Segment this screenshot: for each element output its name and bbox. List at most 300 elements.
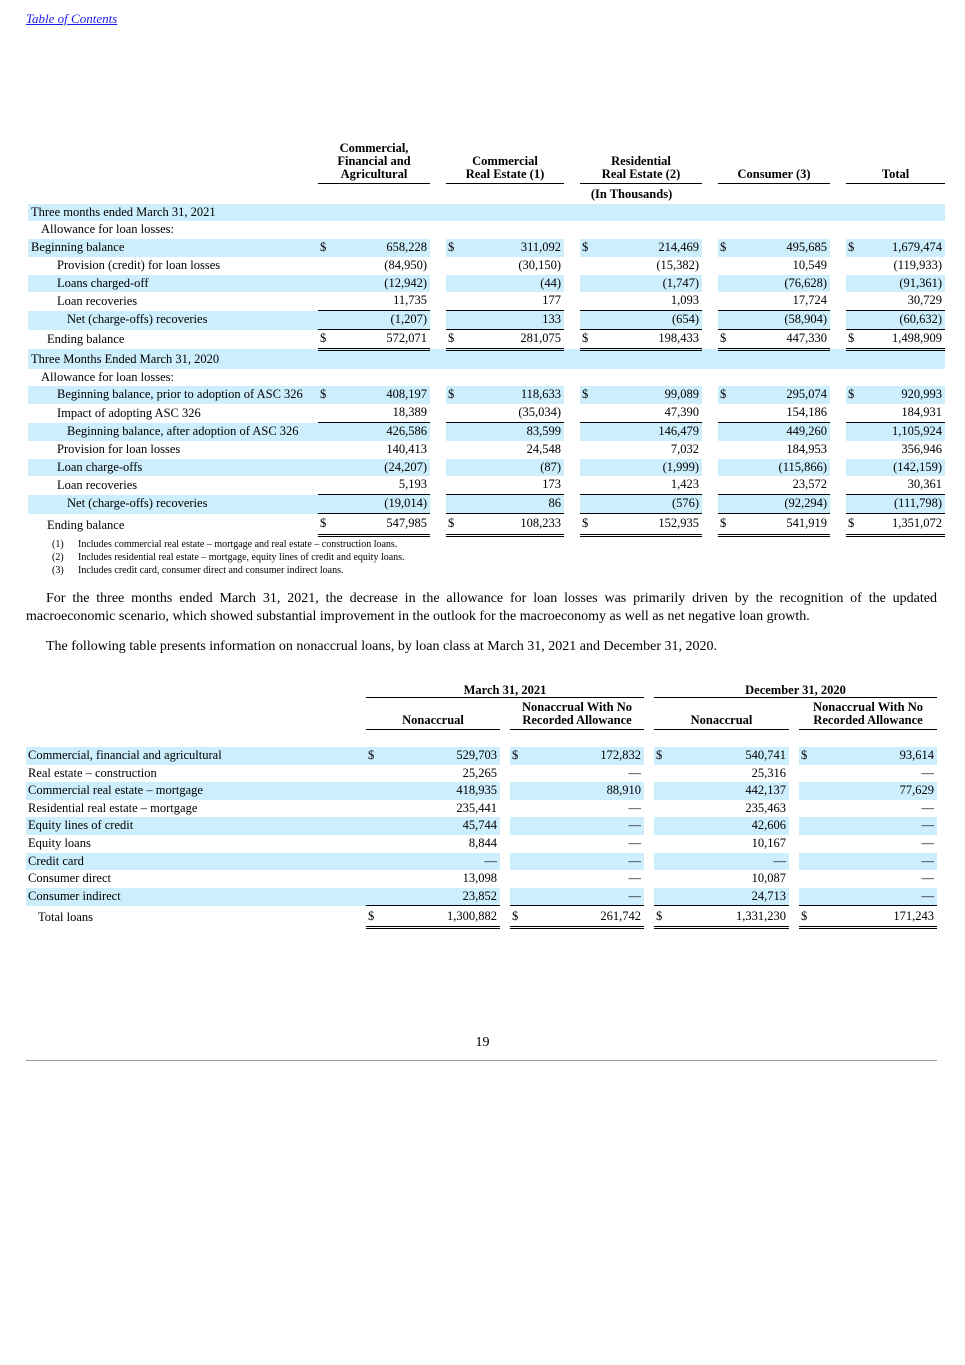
column-gap xyxy=(430,514,446,536)
currency-symbol: $ xyxy=(366,906,376,928)
value-cell: 295,074 xyxy=(728,386,830,404)
value-cell: — xyxy=(921,800,935,815)
currency-symbol xyxy=(846,311,856,330)
column-gap xyxy=(564,495,580,514)
currency-symbol xyxy=(510,782,520,800)
currency-symbol xyxy=(846,423,856,441)
value-cell: — xyxy=(921,871,935,886)
value-cell: 88,910 xyxy=(520,782,644,800)
value-cell: — xyxy=(628,871,642,886)
value-cell: 658,228 xyxy=(334,239,430,257)
currency-symbol: $ xyxy=(799,747,809,765)
currency-symbol: $ xyxy=(318,514,334,536)
col-header-consumer: Consumer (3) xyxy=(718,141,830,183)
currency-symbol xyxy=(846,441,856,459)
currency-symbol xyxy=(654,817,664,835)
column-gap xyxy=(430,476,446,494)
total-label: Total loans xyxy=(38,909,94,924)
column-gap xyxy=(644,906,654,928)
column-gap xyxy=(430,239,446,257)
value-cell: — xyxy=(628,765,642,780)
column-gap xyxy=(830,257,846,275)
nonaccrual-table xyxy=(26,680,937,929)
currency-symbol xyxy=(718,275,728,293)
column-gap xyxy=(789,906,799,928)
table-row xyxy=(28,495,945,514)
row-label: Beginning balance xyxy=(28,239,318,257)
currency-symbol xyxy=(580,459,590,477)
value-cell: (1,999) xyxy=(590,459,702,477)
table-row xyxy=(28,459,945,477)
value-cell: 24,548 xyxy=(526,441,562,456)
column-gap xyxy=(564,441,580,459)
currency-symbol xyxy=(318,441,334,459)
allowance-table xyxy=(28,141,945,537)
row-label: Net (charge-offs) recoveries xyxy=(28,311,318,330)
subheader-nonaccrual-2020: Nonaccrual xyxy=(654,697,789,729)
currency-symbol: $ xyxy=(846,514,856,536)
column-gap xyxy=(500,870,510,888)
column-gap xyxy=(500,782,510,800)
currency-symbol xyxy=(446,441,456,459)
value-cell: (115,866) xyxy=(728,459,830,477)
table-row xyxy=(26,835,937,853)
value-cell: 23,572 xyxy=(728,476,830,494)
value-cell: 25,316 xyxy=(751,765,787,780)
currency-symbol xyxy=(718,459,728,477)
currency-symbol xyxy=(846,292,856,310)
column-gap xyxy=(702,404,718,422)
column-gap xyxy=(702,514,718,536)
column-gap xyxy=(430,275,446,293)
value-cell: 547,985 xyxy=(334,514,430,536)
value-cell: 30,361 xyxy=(856,476,945,494)
value-cell: 447,330 xyxy=(728,330,830,350)
currency-symbol xyxy=(580,423,590,441)
value-cell: 172,832 xyxy=(520,747,644,765)
col-header-residential-real-estate: Residential Real Estate (2) xyxy=(580,141,702,183)
currency-symbol xyxy=(580,292,590,310)
value-cell: — xyxy=(628,836,642,851)
value-cell: 184,953 xyxy=(786,441,828,456)
currency-symbol xyxy=(318,495,334,514)
column-gap xyxy=(500,765,510,783)
table-row xyxy=(28,514,945,536)
row-label: Credit card xyxy=(26,853,366,871)
currency-symbol xyxy=(654,853,664,871)
currency-symbol: $ xyxy=(846,239,856,257)
column-gap xyxy=(702,311,718,330)
currency-symbol xyxy=(318,275,334,293)
column-gap xyxy=(500,853,510,871)
currency-symbol xyxy=(654,870,664,888)
currency-symbol xyxy=(718,257,728,275)
section-title: Three months ended March 31, 2021 xyxy=(28,204,945,222)
table-row xyxy=(28,257,945,275)
currency-symbol xyxy=(846,459,856,477)
column-gap xyxy=(564,459,580,477)
currency-symbol xyxy=(846,404,856,422)
units-label: (In Thousands) xyxy=(590,186,673,201)
value-cell: 1,351,072 xyxy=(856,514,945,536)
column-gap xyxy=(564,404,580,422)
row-label: Beginning balance, prior to adoption of ASC 326 xyxy=(28,386,318,404)
currency-symbol: $ xyxy=(654,747,664,765)
subheader-nonaccrual-2021: Nonaccrual xyxy=(366,697,500,729)
row-label: Net (charge-offs) recoveries xyxy=(28,495,318,514)
table-row xyxy=(26,853,937,871)
value-cell: (15,382) xyxy=(656,257,700,272)
column-gap xyxy=(644,853,654,871)
row-label: Commercial, financial and agricultural xyxy=(26,747,366,765)
column-gap xyxy=(830,330,846,350)
column-gap xyxy=(430,330,446,350)
column-gap xyxy=(830,239,846,257)
page-footer-rule xyxy=(26,1060,937,1061)
value-cell: 99,089 xyxy=(590,386,702,404)
currency-symbol xyxy=(446,476,456,494)
row-label: Beginning balance, after adoption of ASC 326 xyxy=(28,423,318,441)
row-label: Equity loans xyxy=(28,836,91,851)
column-gap xyxy=(702,459,718,477)
row-label: Real estate – construction xyxy=(28,765,157,780)
column-gap xyxy=(702,476,718,494)
currency-symbol xyxy=(799,817,809,835)
value-cell: (119,933) xyxy=(893,257,943,272)
column-gap xyxy=(644,765,654,783)
value-cell: (30,150) xyxy=(518,257,562,272)
value-cell: 235,441 xyxy=(456,800,497,815)
column-gap xyxy=(564,330,580,350)
value-cell: 426,586 xyxy=(334,423,430,441)
currency-symbol xyxy=(366,853,376,871)
value-cell: 529,703 xyxy=(376,747,500,765)
currency-symbol: $ xyxy=(846,386,856,404)
period-header-2020: December 31, 2020 xyxy=(654,680,937,697)
table-row xyxy=(28,423,945,441)
value-cell: (58,904) xyxy=(728,311,830,330)
value-cell: — xyxy=(921,765,935,780)
currency-symbol: $ xyxy=(654,906,664,928)
currency-symbol xyxy=(510,888,520,906)
value-cell: 42,606 xyxy=(664,817,789,835)
value-cell: — xyxy=(809,817,937,835)
value-cell: 214,469 xyxy=(590,239,702,257)
value-cell: 152,935 xyxy=(590,514,702,536)
value-cell: — xyxy=(376,853,500,871)
row-label: Commercial real estate – mortgage xyxy=(26,782,366,800)
value-cell: (1,207) xyxy=(334,311,430,330)
currency-symbol xyxy=(446,275,456,293)
column-gap xyxy=(789,782,799,800)
currency-symbol xyxy=(366,782,376,800)
column-gap xyxy=(430,292,446,310)
section-subtitle: Allowance for loan losses: xyxy=(41,222,174,237)
row-label: Ending balance xyxy=(47,331,125,346)
column-gap xyxy=(702,330,718,350)
currency-symbol: $ xyxy=(718,514,728,536)
table-row xyxy=(26,888,937,906)
col-header-commercial: Commercial, Financial and Agricultural xyxy=(318,141,430,183)
currency-symbol: $ xyxy=(366,747,376,765)
value-cell: — xyxy=(921,836,935,851)
column-gap xyxy=(830,386,846,404)
value-cell: — xyxy=(520,853,644,871)
column-gap xyxy=(789,888,799,906)
value-cell: 83,599 xyxy=(456,423,564,441)
currency-symbol xyxy=(510,835,520,853)
currency-symbol xyxy=(318,423,334,441)
value-cell: 47,390 xyxy=(590,404,702,422)
row-label: Loans charged-off xyxy=(28,275,318,293)
column-gap xyxy=(789,747,799,765)
column-gap xyxy=(830,275,846,293)
value-cell: 198,433 xyxy=(590,330,702,350)
value-cell: 11,735 xyxy=(334,292,430,310)
value-cell: 540,741 xyxy=(664,747,789,765)
value-cell: 173 xyxy=(456,476,564,494)
currency-symbol xyxy=(846,257,856,275)
currency-symbol xyxy=(799,782,809,800)
currency-symbol: $ xyxy=(846,330,856,350)
value-cell: 920,993 xyxy=(856,386,945,404)
value-cell: 86 xyxy=(456,495,564,514)
row-label: Consumer indirect xyxy=(26,888,366,906)
value-cell: 1,498,909 xyxy=(856,330,945,350)
value-cell: 449,260 xyxy=(728,423,830,441)
currency-symbol xyxy=(718,476,728,494)
value-cell: 77,629 xyxy=(809,782,937,800)
row-label: Provision (credit) for loan losses xyxy=(57,257,221,272)
currency-symbol xyxy=(580,441,590,459)
subheader-no-allowance-2021: Nonaccrual With No Recorded Allowance xyxy=(510,697,644,729)
table-row xyxy=(26,765,937,783)
value-cell: 17,724 xyxy=(728,292,830,310)
column-gap xyxy=(430,423,446,441)
col-header-total: Total xyxy=(846,141,945,183)
column-gap xyxy=(500,906,510,928)
value-cell: 235,463 xyxy=(745,800,787,815)
currency-symbol xyxy=(654,835,664,853)
value-cell: 1,093 xyxy=(590,292,702,310)
value-cell: 5,193 xyxy=(334,476,430,494)
value-cell: 10,087 xyxy=(751,871,787,886)
column-gap xyxy=(564,311,580,330)
column-gap xyxy=(564,239,580,257)
table-row xyxy=(28,386,945,404)
table-row xyxy=(26,747,937,765)
value-cell: 13,098 xyxy=(462,871,497,886)
section-title: Three Months Ended March 31, 2020 xyxy=(28,349,945,368)
subheader-no-allowance-2020: Nonaccrual With No Recorded Allowance xyxy=(799,697,937,729)
currency-symbol xyxy=(510,817,520,835)
value-cell: (1,747) xyxy=(590,275,702,293)
column-gap xyxy=(702,275,718,293)
column-gap xyxy=(789,765,799,783)
currency-symbol xyxy=(366,800,376,818)
table-row xyxy=(28,292,945,310)
value-cell: 93,614 xyxy=(809,747,937,765)
column-gap xyxy=(789,817,799,835)
column-gap xyxy=(644,870,654,888)
row-label: Equity lines of credit xyxy=(26,817,366,835)
column-gap xyxy=(430,404,446,422)
column-gap xyxy=(702,441,718,459)
value-cell: 184,931 xyxy=(856,404,945,422)
column-gap xyxy=(644,817,654,835)
value-cell: — xyxy=(809,888,937,906)
table-row xyxy=(28,330,945,350)
currency-symbol xyxy=(366,765,376,783)
currency-symbol xyxy=(718,292,728,310)
currency-symbol: $ xyxy=(580,330,590,350)
total-value: 171,243 xyxy=(809,906,937,928)
table-row xyxy=(26,800,937,818)
value-cell: 572,071 xyxy=(334,330,430,350)
currency-symbol xyxy=(654,782,664,800)
column-gap xyxy=(830,459,846,477)
column-gap xyxy=(644,888,654,906)
currency-symbol xyxy=(318,404,334,422)
currency-symbol xyxy=(718,423,728,441)
currency-symbol xyxy=(799,800,809,818)
value-cell: — xyxy=(520,888,644,906)
table-of-contents-link[interactable]: Table of Contents xyxy=(26,11,118,26)
currency-symbol xyxy=(846,476,856,494)
table-row xyxy=(28,476,945,494)
column-gap xyxy=(702,257,718,275)
total-row xyxy=(26,906,937,928)
currency-symbol xyxy=(366,817,376,835)
currency-symbol xyxy=(366,888,376,906)
currency-symbol: $ xyxy=(446,239,456,257)
column-gap xyxy=(500,888,510,906)
table-row xyxy=(28,404,945,422)
value-cell: 495,685 xyxy=(728,239,830,257)
currency-symbol: $ xyxy=(318,239,334,257)
column-gap xyxy=(644,835,654,853)
row-label: Loan recoveries xyxy=(57,293,138,308)
column-gap xyxy=(430,495,446,514)
value-cell: 24,713 xyxy=(664,888,789,906)
value-cell: 18,389 xyxy=(334,404,430,422)
column-gap xyxy=(564,476,580,494)
value-cell: 23,852 xyxy=(376,888,500,906)
column-gap xyxy=(830,404,846,422)
value-cell: 118,633 xyxy=(456,386,564,404)
currency-symbol xyxy=(580,476,590,494)
table-row xyxy=(28,441,945,459)
currency-symbol xyxy=(510,800,520,818)
row-label: Impact of adopting ASC 326 xyxy=(57,405,201,420)
column-gap xyxy=(702,495,718,514)
value-cell: 408,197 xyxy=(334,386,430,404)
currency-symbol xyxy=(318,459,334,477)
value-cell: (92,294) xyxy=(728,495,830,514)
currency-symbol xyxy=(366,835,376,853)
column-gap xyxy=(430,459,446,477)
value-cell: 177 xyxy=(456,292,564,310)
column-gap xyxy=(830,423,846,441)
value-cell: (576) xyxy=(590,495,702,514)
currency-symbol: $ xyxy=(446,386,456,404)
column-gap xyxy=(830,514,846,536)
value-cell: (87) xyxy=(456,459,564,477)
column-gap xyxy=(644,800,654,818)
currency-symbol: $ xyxy=(580,239,590,257)
column-gap xyxy=(789,870,799,888)
value-cell: 1,423 xyxy=(590,476,702,494)
value-cell: 146,479 xyxy=(590,423,702,441)
currency-symbol: $ xyxy=(718,330,728,350)
column-gap xyxy=(830,495,846,514)
column-gap xyxy=(564,386,580,404)
column-gap xyxy=(430,257,446,275)
footnote-3: (3) Includes credit card, consumer direct and consumer indirect loans. xyxy=(52,565,344,576)
currency-symbol xyxy=(510,853,520,871)
currency-symbol xyxy=(580,275,590,293)
currency-symbol xyxy=(846,495,856,514)
column-gap xyxy=(644,747,654,765)
value-cell: (111,798) xyxy=(856,495,945,514)
currency-symbol: $ xyxy=(799,906,809,928)
total-value: 261,742 xyxy=(520,906,644,928)
currency-symbol: $ xyxy=(510,747,520,765)
col-header-commercial-real-estate: Commercial Real Estate (1) xyxy=(446,141,564,183)
value-cell: — xyxy=(628,800,642,815)
currency-symbol: $ xyxy=(318,386,334,404)
row-label: Ending balance xyxy=(47,517,125,532)
column-gap xyxy=(564,275,580,293)
page-number: 19 xyxy=(475,1035,490,1050)
paragraph-nonaccrual-intro: The following table presents information on nonaccrual loans, by loan class at March 31, 2021 and December 31, 2020. xyxy=(46,639,718,654)
currency-symbol xyxy=(654,765,664,783)
currency-symbol: $ xyxy=(580,386,590,404)
currency-symbol: $ xyxy=(446,330,456,350)
value-cell: 133 xyxy=(456,311,564,330)
column-gap xyxy=(702,386,718,404)
column-gap xyxy=(564,514,580,536)
column-gap xyxy=(564,292,580,310)
value-cell: (12,942) xyxy=(334,275,430,293)
currency-symbol xyxy=(580,257,590,275)
column-gap xyxy=(500,747,510,765)
value-cell: (35,034) xyxy=(456,404,564,422)
column-gap xyxy=(830,292,846,310)
paragraph-allowance-discussion: For the three months ended March 31, 2021, the decrease in the allowance for loan losses was primarily driven by the recognition of the updated macroeconomic scenario, which showed substantial improvement in the outlook for the macroeconomy as well as net negative loan growth. xyxy=(26,591,937,624)
currency-symbol xyxy=(580,495,590,514)
currency-symbol xyxy=(446,423,456,441)
value-cell: 311,092 xyxy=(456,239,564,257)
column-gap xyxy=(702,292,718,310)
value-cell: 7,032 xyxy=(670,441,700,456)
footnote-1: (1) Includes commercial real estate – mortgage and real estate – construction loans. xyxy=(52,539,398,550)
column-gap xyxy=(702,239,718,257)
column-gap xyxy=(564,423,580,441)
column-gap xyxy=(830,311,846,330)
row-label: Consumer direct xyxy=(28,871,111,886)
currency-symbol xyxy=(799,888,809,906)
value-cell: 1,105,924 xyxy=(856,423,945,441)
column-gap xyxy=(500,817,510,835)
value-cell: 108,233 xyxy=(456,514,564,536)
table-row xyxy=(28,311,945,330)
column-gap xyxy=(500,835,510,853)
column-gap xyxy=(830,476,846,494)
value-cell: (76,628) xyxy=(728,275,830,293)
table-row xyxy=(28,275,945,293)
value-cell: (654) xyxy=(590,311,702,330)
